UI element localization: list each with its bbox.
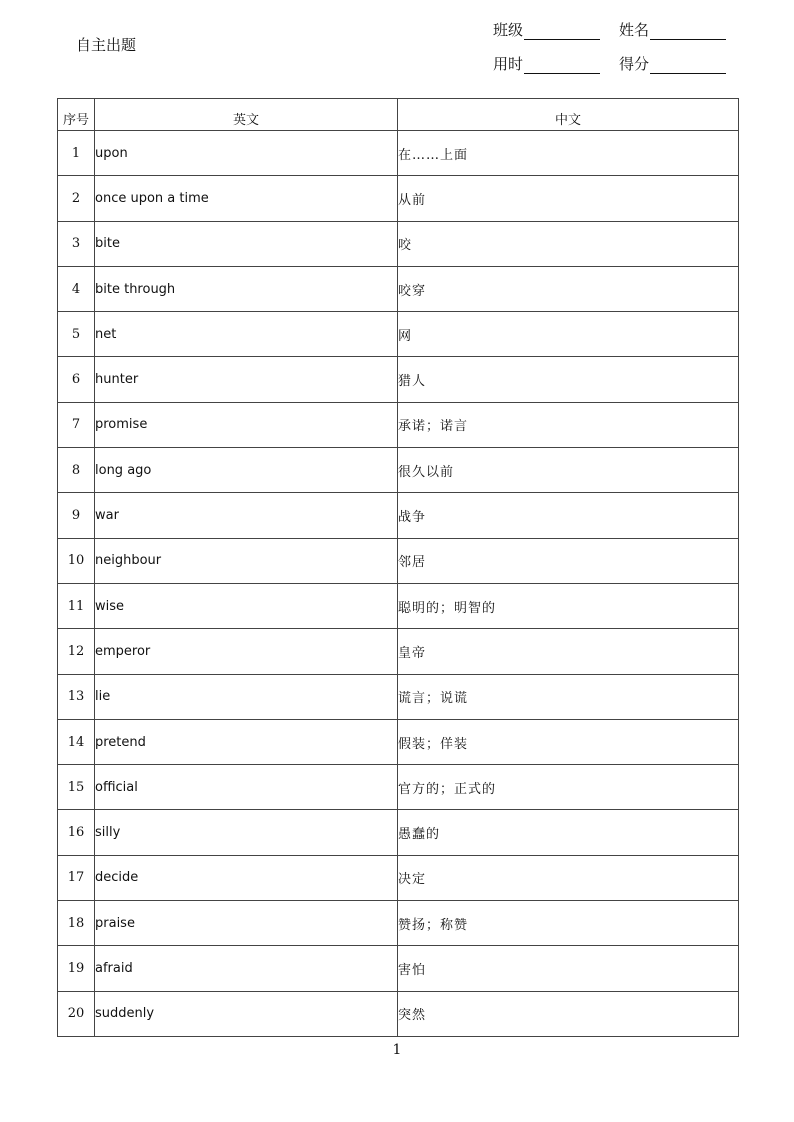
table-row bbox=[58, 583, 739, 628]
chinese-meaning: 赞扬；称赞 bbox=[398, 901, 739, 946]
chinese-meaning: 咬穿 bbox=[398, 266, 739, 311]
table-row bbox=[58, 991, 739, 1036]
row-number: 20 bbox=[58, 991, 95, 1036]
score-label: 得分 bbox=[619, 55, 650, 73]
english-word: hunter bbox=[95, 357, 398, 402]
english-word: once upon a time bbox=[95, 176, 398, 221]
chinese-meaning: 战争 bbox=[398, 493, 739, 538]
row-number: 9 bbox=[58, 493, 95, 538]
english-word: suddenly bbox=[95, 991, 398, 1036]
table-row bbox=[58, 221, 739, 266]
english-word: bite bbox=[95, 221, 398, 266]
chinese-meaning: 谎言；说谎 bbox=[398, 674, 739, 719]
english-word: pretend bbox=[95, 719, 398, 764]
english-word: decide bbox=[95, 855, 398, 900]
table-row bbox=[58, 357, 739, 402]
table-header-row bbox=[58, 99, 739, 131]
class-label: 班级 bbox=[493, 21, 524, 39]
chinese-meaning: 从前 bbox=[398, 176, 739, 221]
english-word: lie bbox=[95, 674, 398, 719]
chinese-meaning: 决定 bbox=[398, 855, 739, 900]
chinese-meaning: 承诺；诺言 bbox=[398, 402, 739, 447]
english-word: bite through bbox=[95, 266, 398, 311]
english-word: emperor bbox=[95, 629, 398, 674]
chinese-meaning: 皇帝 bbox=[398, 629, 739, 674]
table-row bbox=[58, 266, 739, 311]
row-number: 16 bbox=[58, 810, 95, 855]
table-row bbox=[58, 176, 739, 221]
chinese-meaning: 突然 bbox=[398, 991, 739, 1036]
table-row bbox=[58, 810, 739, 855]
score-field bbox=[619, 53, 726, 74]
english-word: net bbox=[95, 312, 398, 357]
row-number: 18 bbox=[58, 901, 95, 946]
score-blank bbox=[650, 57, 726, 74]
chinese-meaning: 邻居 bbox=[398, 538, 739, 583]
english-word: promise bbox=[95, 402, 398, 447]
header-english: 英文 bbox=[95, 99, 398, 131]
name-field bbox=[619, 19, 726, 40]
vocabulary-table bbox=[57, 98, 739, 1037]
chinese-meaning: 咬 bbox=[398, 221, 739, 266]
chinese-meaning: 官方的；正式的 bbox=[398, 765, 739, 810]
row-number: 12 bbox=[58, 629, 95, 674]
row-number: 1 bbox=[58, 131, 95, 176]
time-blank bbox=[524, 57, 600, 74]
time-label: 用时 bbox=[493, 55, 524, 73]
english-word: long ago bbox=[95, 448, 398, 493]
table-row bbox=[58, 312, 739, 357]
row-number: 8 bbox=[58, 448, 95, 493]
english-word: afraid bbox=[95, 946, 398, 991]
class-blank bbox=[524, 23, 600, 40]
name-label: 姓名 bbox=[619, 21, 650, 39]
chinese-meaning: 聪明的；明智的 bbox=[398, 583, 739, 628]
row-number: 13 bbox=[58, 674, 95, 719]
chinese-meaning: 网 bbox=[398, 312, 739, 357]
table-row bbox=[58, 946, 739, 991]
english-word: silly bbox=[95, 810, 398, 855]
row-number: 19 bbox=[58, 946, 95, 991]
row-number: 4 bbox=[58, 266, 95, 311]
table-row bbox=[58, 448, 739, 493]
table-row bbox=[58, 131, 739, 176]
header-number: 序号 bbox=[58, 99, 95, 131]
document-title: 自主出题 bbox=[76, 36, 137, 54]
table-row bbox=[58, 493, 739, 538]
table-row bbox=[58, 719, 739, 764]
row-number: 17 bbox=[58, 855, 95, 900]
chinese-meaning: 很久以前 bbox=[398, 448, 739, 493]
table-row bbox=[58, 765, 739, 810]
row-number: 15 bbox=[58, 765, 95, 810]
table-row bbox=[58, 901, 739, 946]
english-word: upon bbox=[95, 131, 398, 176]
chinese-meaning: 愚蠢的 bbox=[398, 810, 739, 855]
row-number: 5 bbox=[58, 312, 95, 357]
chinese-meaning: 害怕 bbox=[398, 946, 739, 991]
english-word: neighbour bbox=[95, 538, 398, 583]
english-word: wise bbox=[95, 583, 398, 628]
row-number: 7 bbox=[58, 402, 95, 447]
page-number: 1 bbox=[392, 1042, 402, 1058]
table-row bbox=[58, 674, 739, 719]
row-number: 14 bbox=[58, 719, 95, 764]
english-word: war bbox=[95, 493, 398, 538]
chinese-meaning: 在……上面 bbox=[398, 131, 739, 176]
english-word: official bbox=[95, 765, 398, 810]
class-field bbox=[493, 19, 600, 40]
row-number: 10 bbox=[58, 538, 95, 583]
table-row bbox=[58, 855, 739, 900]
row-number: 3 bbox=[58, 221, 95, 266]
time-field bbox=[493, 53, 600, 74]
table-body bbox=[58, 131, 739, 1037]
name-blank bbox=[650, 23, 726, 40]
chinese-meaning: 猎人 bbox=[398, 357, 739, 402]
row-number: 2 bbox=[58, 176, 95, 221]
chinese-meaning: 假装；佯装 bbox=[398, 719, 739, 764]
row-number: 6 bbox=[58, 357, 95, 402]
table-row bbox=[58, 538, 739, 583]
table-row bbox=[58, 402, 739, 447]
header-chinese: 中文 bbox=[398, 99, 739, 131]
english-word: praise bbox=[95, 901, 398, 946]
table-row bbox=[58, 629, 739, 674]
row-number: 11 bbox=[58, 583, 95, 628]
